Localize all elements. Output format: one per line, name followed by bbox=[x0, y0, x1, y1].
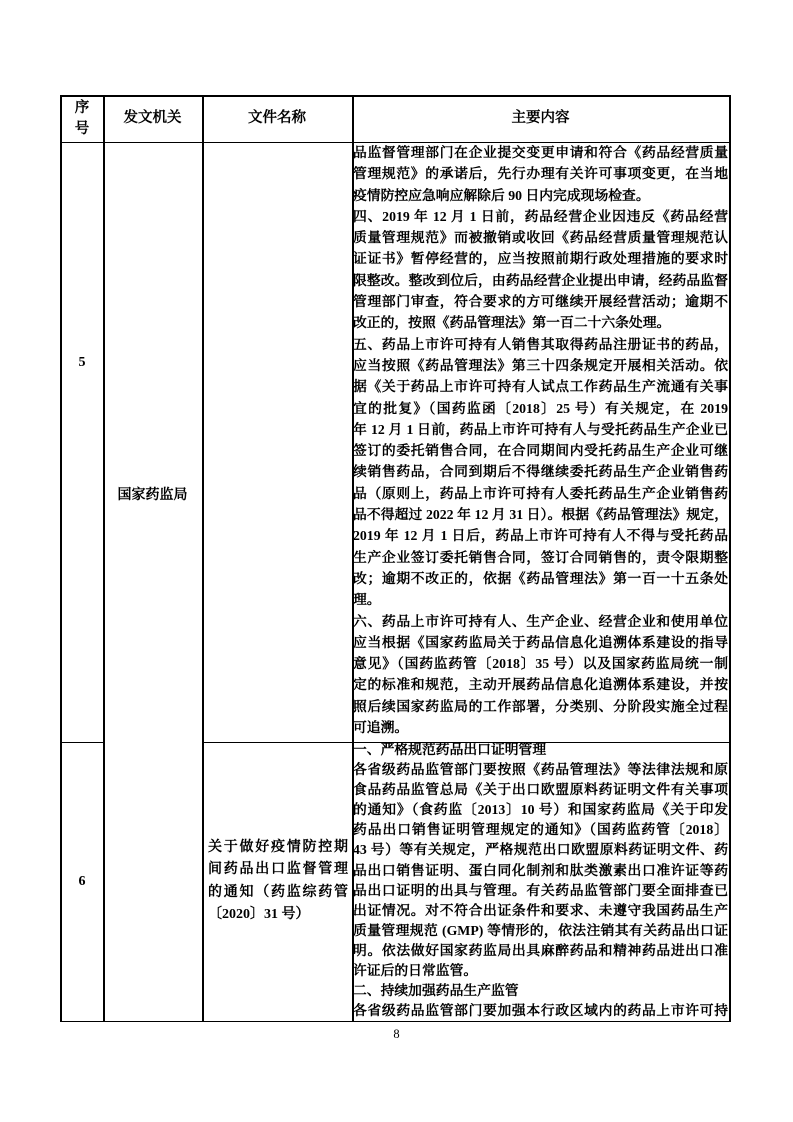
text-line: 质量管理规范》而被撤销或收回《药品经营质量管理规范认 bbox=[353, 230, 728, 246]
header-cell-agency: 发文机关 bbox=[123, 110, 182, 126]
header-cell-main-content: 主要内容 bbox=[511, 110, 570, 126]
header-label-seq: 序号 bbox=[74, 99, 90, 137]
text-line: 间药品出口监督管理 bbox=[208, 862, 348, 878]
text-line: 品出口证明的出具与管理。有关药品监管部门要全面排查已 bbox=[353, 882, 728, 898]
text-line: 改；逾期不改正的，依据《药品管理法》第一百一十五条处 bbox=[353, 570, 728, 586]
row6-main-content bbox=[353, 740, 728, 1021]
text-line: 签订的委托销售合同，在合同期间内受托药品生产企业可继 bbox=[353, 443, 728, 459]
text-line: 管理规范》的承诺后，先行办理有关许可事项变更，在当地 bbox=[353, 166, 728, 182]
text-line: 〔2020〕31 号） bbox=[208, 906, 310, 922]
text-line: 续销售药品，合同到期后不得继续委托药品生产企业销售药 bbox=[353, 464, 728, 480]
header-cell-seq bbox=[60, 95, 104, 142]
text-line: 意见》（国药监药管〔2018〕35 号）以及国家药监局统一制 bbox=[353, 656, 728, 672]
text-line: 一、严格规范药品出口证明管理 bbox=[353, 742, 547, 757]
text-line: 的通知（药监综药管 bbox=[208, 884, 348, 900]
row5-main-content bbox=[353, 142, 728, 738]
text-line: 限整改。整改到位后，由药品经营企业提出申请，经药品监督 bbox=[353, 272, 728, 288]
header-cell-doc-name: 文件名称 bbox=[248, 110, 306, 126]
row5-seq-number: 5 bbox=[78, 354, 86, 370]
text-line: 四、2019 年 12 月 1 日前，药品经营企业因违反《药品经营 bbox=[353, 208, 728, 224]
text-line: 药品出口销售证明管理规定的通知》（国药监药管〔2018〕 bbox=[353, 822, 728, 838]
table-border-right bbox=[729, 95, 731, 1022]
text-line: 六、药品上市许可持有人、生产企业、经营企业和使用单位 bbox=[353, 613, 728, 629]
text-line: 出证情况。对不符合出证条件和要求、未遵守我国药品生产 bbox=[353, 902, 728, 918]
text-line: 品（原则上，药品上市许可持有人委托药品生产企业销售药 bbox=[353, 485, 728, 501]
text-line: 2019 年 12 月 1 日后，药品上市许可持有人不得与受托药品 bbox=[353, 528, 728, 544]
row6-seq-number: 6 bbox=[78, 873, 86, 889]
row6-doc-name bbox=[208, 837, 348, 926]
row5-agency: 国家药监局 bbox=[117, 487, 188, 503]
text-line: 改正的，按照《药品管理法》第一百二十六条处理。 bbox=[353, 315, 671, 331]
text-line: 食品药品监管总局《关于出口欧盟原料药证明文件有关事项 bbox=[353, 782, 728, 798]
page-number: 8 bbox=[393, 1027, 400, 1041]
text-line: 的通知》（食药监〔2013〕10 号）和国家药监局《关于印发 bbox=[353, 802, 728, 818]
text-line: 应当根据《国家药监局关于药品信息化追溯体系建设的指导 bbox=[353, 634, 728, 650]
text-line: 年 12 月 1 日前，药品上市许可持有人与受托药品生产企业已 bbox=[353, 421, 728, 437]
text-line: 43 号）等有关规定，严格规范出口欧盟原料药证明文件、药 bbox=[353, 842, 728, 858]
text-line: 关于做好疫情防控期 bbox=[208, 840, 348, 855]
text-line: 品出口销售证明、蛋白同化制剂和肽类激素出口准许证等药 bbox=[353, 862, 728, 878]
table-border-col2-col3 bbox=[202, 95, 204, 1022]
text-line: 质量管理规范 (GMP) 等情形的，依法注销其有关药品出口证 bbox=[353, 922, 728, 938]
text-line: 可追溯。 bbox=[353, 720, 409, 736]
text-line: 各省级药品监管部门要按照《药品管理法》等法律法规和原 bbox=[353, 762, 728, 778]
text-line: 品不得超过 2022 年 12 月 31 日）。根据《药品管理法》规定， bbox=[353, 507, 728, 523]
text-line: 应当按照《药品管理法》第三十四条规定开展相关活动。依 bbox=[353, 357, 728, 373]
text-line: 二、持续加强药品生产监管 bbox=[353, 983, 519, 999]
text-line: 照后续国家药监局的工作部署，分类别、分阶段实施全过程 bbox=[353, 698, 728, 714]
text-line: 疫情防控应急响应解除后 90 日内完成现场检查。 bbox=[353, 187, 650, 203]
text-line: 生产企业签订委托销售合同，签订合同销售的，责令限期整 bbox=[353, 549, 728, 565]
text-line: 品监督管理部门在企业提交变更申请和符合《药品经营质量 bbox=[353, 145, 728, 160]
text-line: 证证书》暂停经营的，应当按照前期行政处理措施的要求时 bbox=[353, 251, 728, 267]
text-line: 明。依法做好国家药监局出具麻醉药品和精神药品进出口准 bbox=[353, 942, 728, 958]
table-border-row-divider-seq bbox=[60, 742, 105, 744]
text-line: 许证后的日常监管。 bbox=[353, 963, 478, 979]
text-line: 定的标准和规范，主动开展药品信息化追溯体系建设，并按 bbox=[353, 677, 728, 693]
text-line: 五、药品上市许可持有人销售其取得药品注册证书的药品， bbox=[353, 336, 728, 352]
text-line: 据《关于药品上市许可持有人试点工作药品生产流通有关事 bbox=[353, 379, 728, 395]
text-line: 宜的批复》（国药监函〔2018〕25 号）有关规定，在 2019 bbox=[353, 400, 728, 416]
text-line: 各省级药品监管部门要加强本行政区域内的药品上市许可持 bbox=[353, 1003, 728, 1019]
text-line: 理。 bbox=[353, 592, 381, 608]
text-line: 管理部门审查，符合要求的方可继续开展经营活动；逾期不 bbox=[353, 294, 728, 310]
